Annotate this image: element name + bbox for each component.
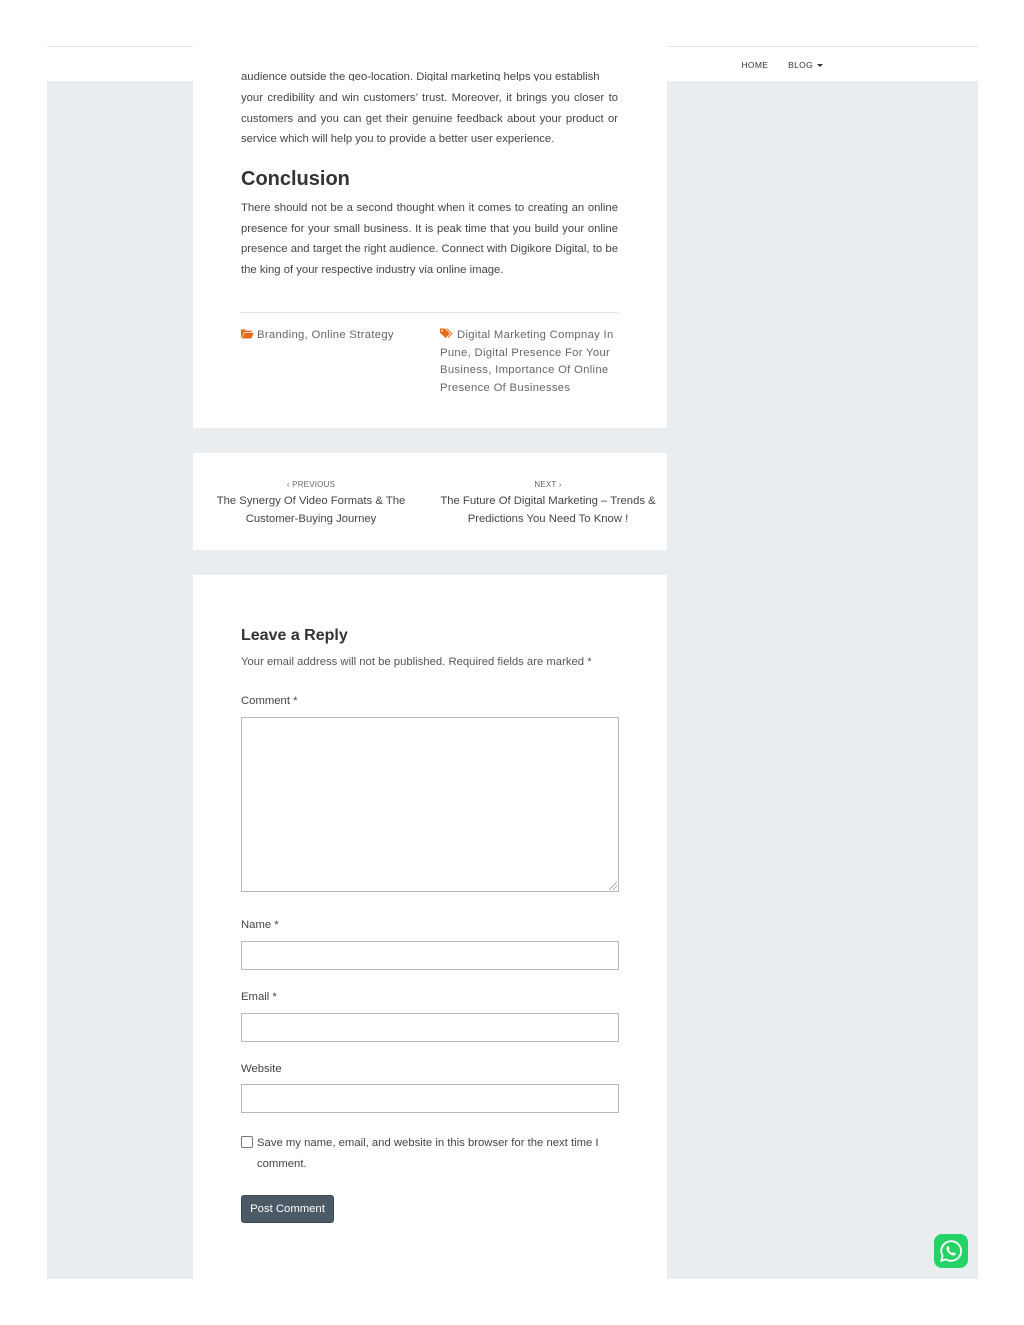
next-post-link[interactable] bbox=[438, 480, 658, 528]
tag-link-importance-online-presence[interactable]: Importance Of Online Presence Of Businesses bbox=[440, 364, 609, 394]
tag-link-digital-presence[interactable]: Digital Presence For Your Business bbox=[440, 346, 611, 376]
folder-open-icon bbox=[241, 329, 254, 339]
website-input[interactable] bbox=[241, 1084, 619, 1113]
nav-home[interactable]: HOME bbox=[741, 59, 769, 70]
clipped-paragraph-line: audience outside the geo-location. Digital marketing helps you establish bbox=[241, 71, 600, 81]
comment-label: Comment * bbox=[241, 695, 298, 707]
save-info-row bbox=[241, 1133, 621, 1174]
previous-label: ‹ PREVIOUS bbox=[286, 480, 336, 489]
required-fields-note: Your email address will not be published. Required fields are marked * bbox=[241, 656, 592, 668]
nav-blog-label: BLOG bbox=[788, 59, 813, 70]
tag-link-digital-marketing-company-pune[interactable]: Digital Marketing Compnay In Pune bbox=[440, 329, 614, 359]
next-label: NEXT › bbox=[534, 480, 562, 489]
caret-down-icon bbox=[817, 64, 823, 67]
whatsapp-chat-button[interactable] bbox=[934, 1234, 968, 1268]
whatsapp-icon bbox=[939, 1239, 963, 1263]
name-input[interactable] bbox=[241, 941, 619, 970]
resize-handle-icon[interactable] bbox=[609, 882, 617, 890]
save-info-label: Save my name, email, and website in this browser for the next time I comment. bbox=[257, 1137, 599, 1170]
category-link-branding[interactable]: Branding bbox=[257, 329, 305, 341]
reply-title: Leave a Reply bbox=[241, 627, 348, 644]
article-card bbox=[193, 46, 667, 428]
conclusion-paragraph: There should not be a second thought when it comes to creating an online presence for your small business. It is peak time that you build your online presence and target the right audience. Connect with Digikore Digital, to be the king of your respective industry via online image. bbox=[241, 202, 618, 277]
post-navigation bbox=[193, 453, 667, 550]
email-label: Email * bbox=[241, 991, 277, 1003]
clipped-line-container bbox=[193, 46, 667, 81]
post-categories: Branding, Online Strategy bbox=[241, 327, 421, 345]
post-comment-button[interactable]: Post Comment bbox=[241, 1195, 334, 1223]
tags-icon bbox=[440, 328, 454, 339]
nav-blog[interactable] bbox=[788, 60, 823, 70]
previous-post-title: The Synergy Of Video Formats & The Customer-Buying Journey bbox=[216, 495, 406, 525]
section-heading: Conclusion bbox=[241, 168, 350, 190]
meta-divider bbox=[241, 312, 618, 313]
comment-textarea[interactable] bbox=[241, 717, 619, 892]
article-paragraph: your credibility and win customers’ trust. Moreover, it brings you closer to customers and you can get their genuine feedback about your product or service which will help you to provide a better user experience. bbox=[241, 92, 618, 146]
next-post-title: The Future Of Digital Marketing – Trends & Predictions You Need To Know ! bbox=[440, 495, 656, 525]
email-input[interactable] bbox=[241, 1013, 619, 1042]
post-tags: Digital Marketing Compnay In Pune, Digital Presence For Your Business, Importance Of Online Presence Of Businesses bbox=[440, 329, 614, 394]
category-link-online-strategy[interactable]: Online Strategy bbox=[311, 329, 394, 341]
save-info-checkbox[interactable] bbox=[241, 1136, 253, 1148]
name-label: Name * bbox=[241, 919, 279, 931]
previous-post-link[interactable] bbox=[201, 480, 421, 528]
comment-form-card bbox=[193, 575, 667, 1279]
website-label: Website bbox=[241, 1063, 282, 1075]
main-menu bbox=[741, 47, 823, 82]
